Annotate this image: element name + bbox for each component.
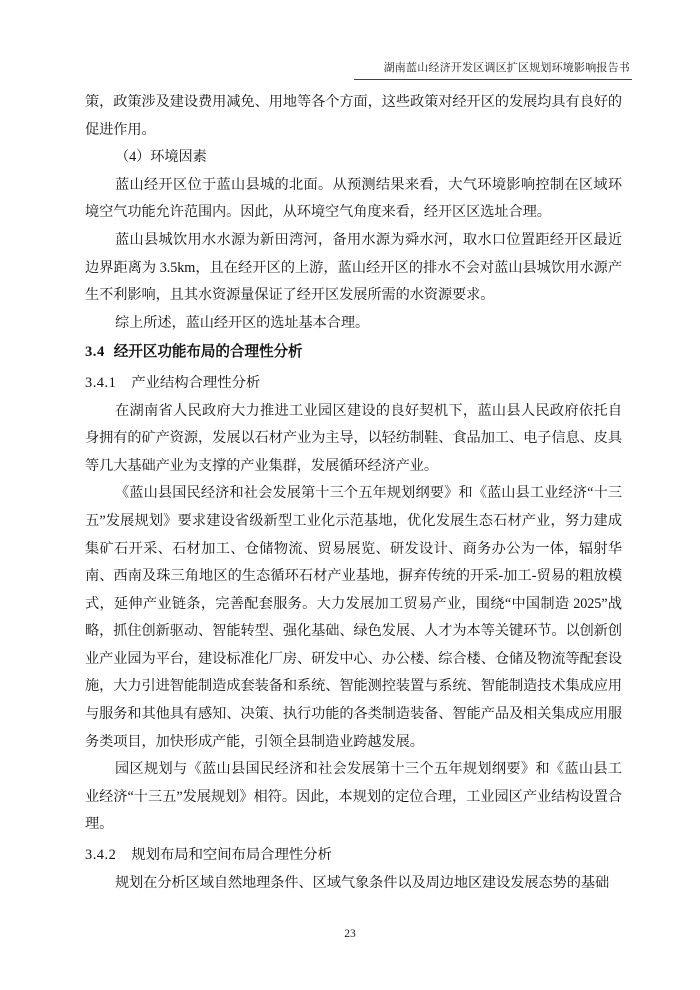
running-title: 湖南蓝山经济开发区调区扩区规划环境影响报告书	[354, 59, 632, 80]
section-title: 产业结构合理性分析	[131, 374, 261, 391]
page-footer	[0, 928, 700, 940]
paragraph: （4）环境因素	[115, 149, 207, 166]
paragraph: 规划在分析区域自然地理条件、区域气象条件以及周边地区建设发展态势的基础	[115, 874, 610, 891]
page-header	[0, 58, 632, 80]
paragraph: 综上所述，蓝山经开区的选址基本合理。	[115, 314, 370, 331]
section-heading	[85, 370, 622, 398]
section-number: 3.4.2	[85, 847, 117, 864]
paragraph: 在湖南省人民政府大力推进工业园区建设的良好契机下，蓝山县人民政府依托自身拥有的矿产资源，发展以石材产业为主导，以轻纺制鞋、食品加工、电子信息、皮具等几大基础产业为支撑的产业集群，发展循环经济产业。	[85, 402, 622, 474]
section-number: 3.4.1	[85, 374, 117, 391]
page-number: 23	[344, 928, 356, 940]
paragraph: 园区规划与《蓝山县国民经济和社会发展第十三个五年规划纲要》和《蓝山县工业经济“十三五”发展规划》相符。因此，本规划的定位合理，工业园区产业结构设置合理。	[85, 761, 622, 833]
paragraph: 蓝山经开区位于蓝山县城的北面。从预测结果来看，大气环境影响控制在区域环境空气功能允许范围内。因此，从环境空气角度来看，经开区区选址合理。	[85, 176, 622, 221]
section-heading	[85, 842, 622, 870]
paragraph: 《蓝山县国民经济和社会发展第十三个五年规划纲要》和《蓝山县工业经济“十三五”发展规划》要求建设省级新型工业化示范基地，优化发展生态石材产业，努力建成集矿石开采、石材加工、仓储物流、贸易展览、研发设计、商务办公为一体，辐射华南、西南及珠三角地区的生态循环石材产业基地，摒弃传统的开采-加工-贸易的粗放模式，延伸产业链条，完善配套服务。大力发展加工贸易产业，围绕“中国制造 2025”战略，抓住创新驱动、智能转型、强化基础、绿色发展、人才为本等关键环节。以创新创业产业园为平台，建设标准化厂房、研发中心、办公楼、综合楼、仓储及物流等配套设施，大力引进智能制造成套装备和系统、智能测控装置与系统、智能制造技术集成应用与服务和其他具有感知、决策、执行功能的各类制造装备、智能产品及相关集成应用服务类项目，加快形成产能，引领全县制造业跨越发展。	[85, 485, 622, 750]
paragraph: 策，政策涉及建设费用减免、用地等各个方面，这些政策对经开区的发展均具有良好的促进作用。	[85, 94, 622, 138]
page-body	[85, 89, 622, 897]
section-number: 3.4	[85, 344, 105, 361]
section-title: 规划布局和空间布局合理性分析	[131, 847, 332, 864]
paragraph: 蓝山县城饮用水水源为新田湾河，备用水源为舜水河，取水口位置距经开区最近边界距离为 3.5km，且在经开区的上游，蓝山经开区的排水不会对蓝山县城饮用水源产生不利影响，且其水资源量保证了经开区发展所需的水资源要求。	[85, 231, 622, 304]
section-title: 经开区功能布局的合理性分析	[113, 344, 303, 361]
section-heading	[85, 339, 622, 367]
